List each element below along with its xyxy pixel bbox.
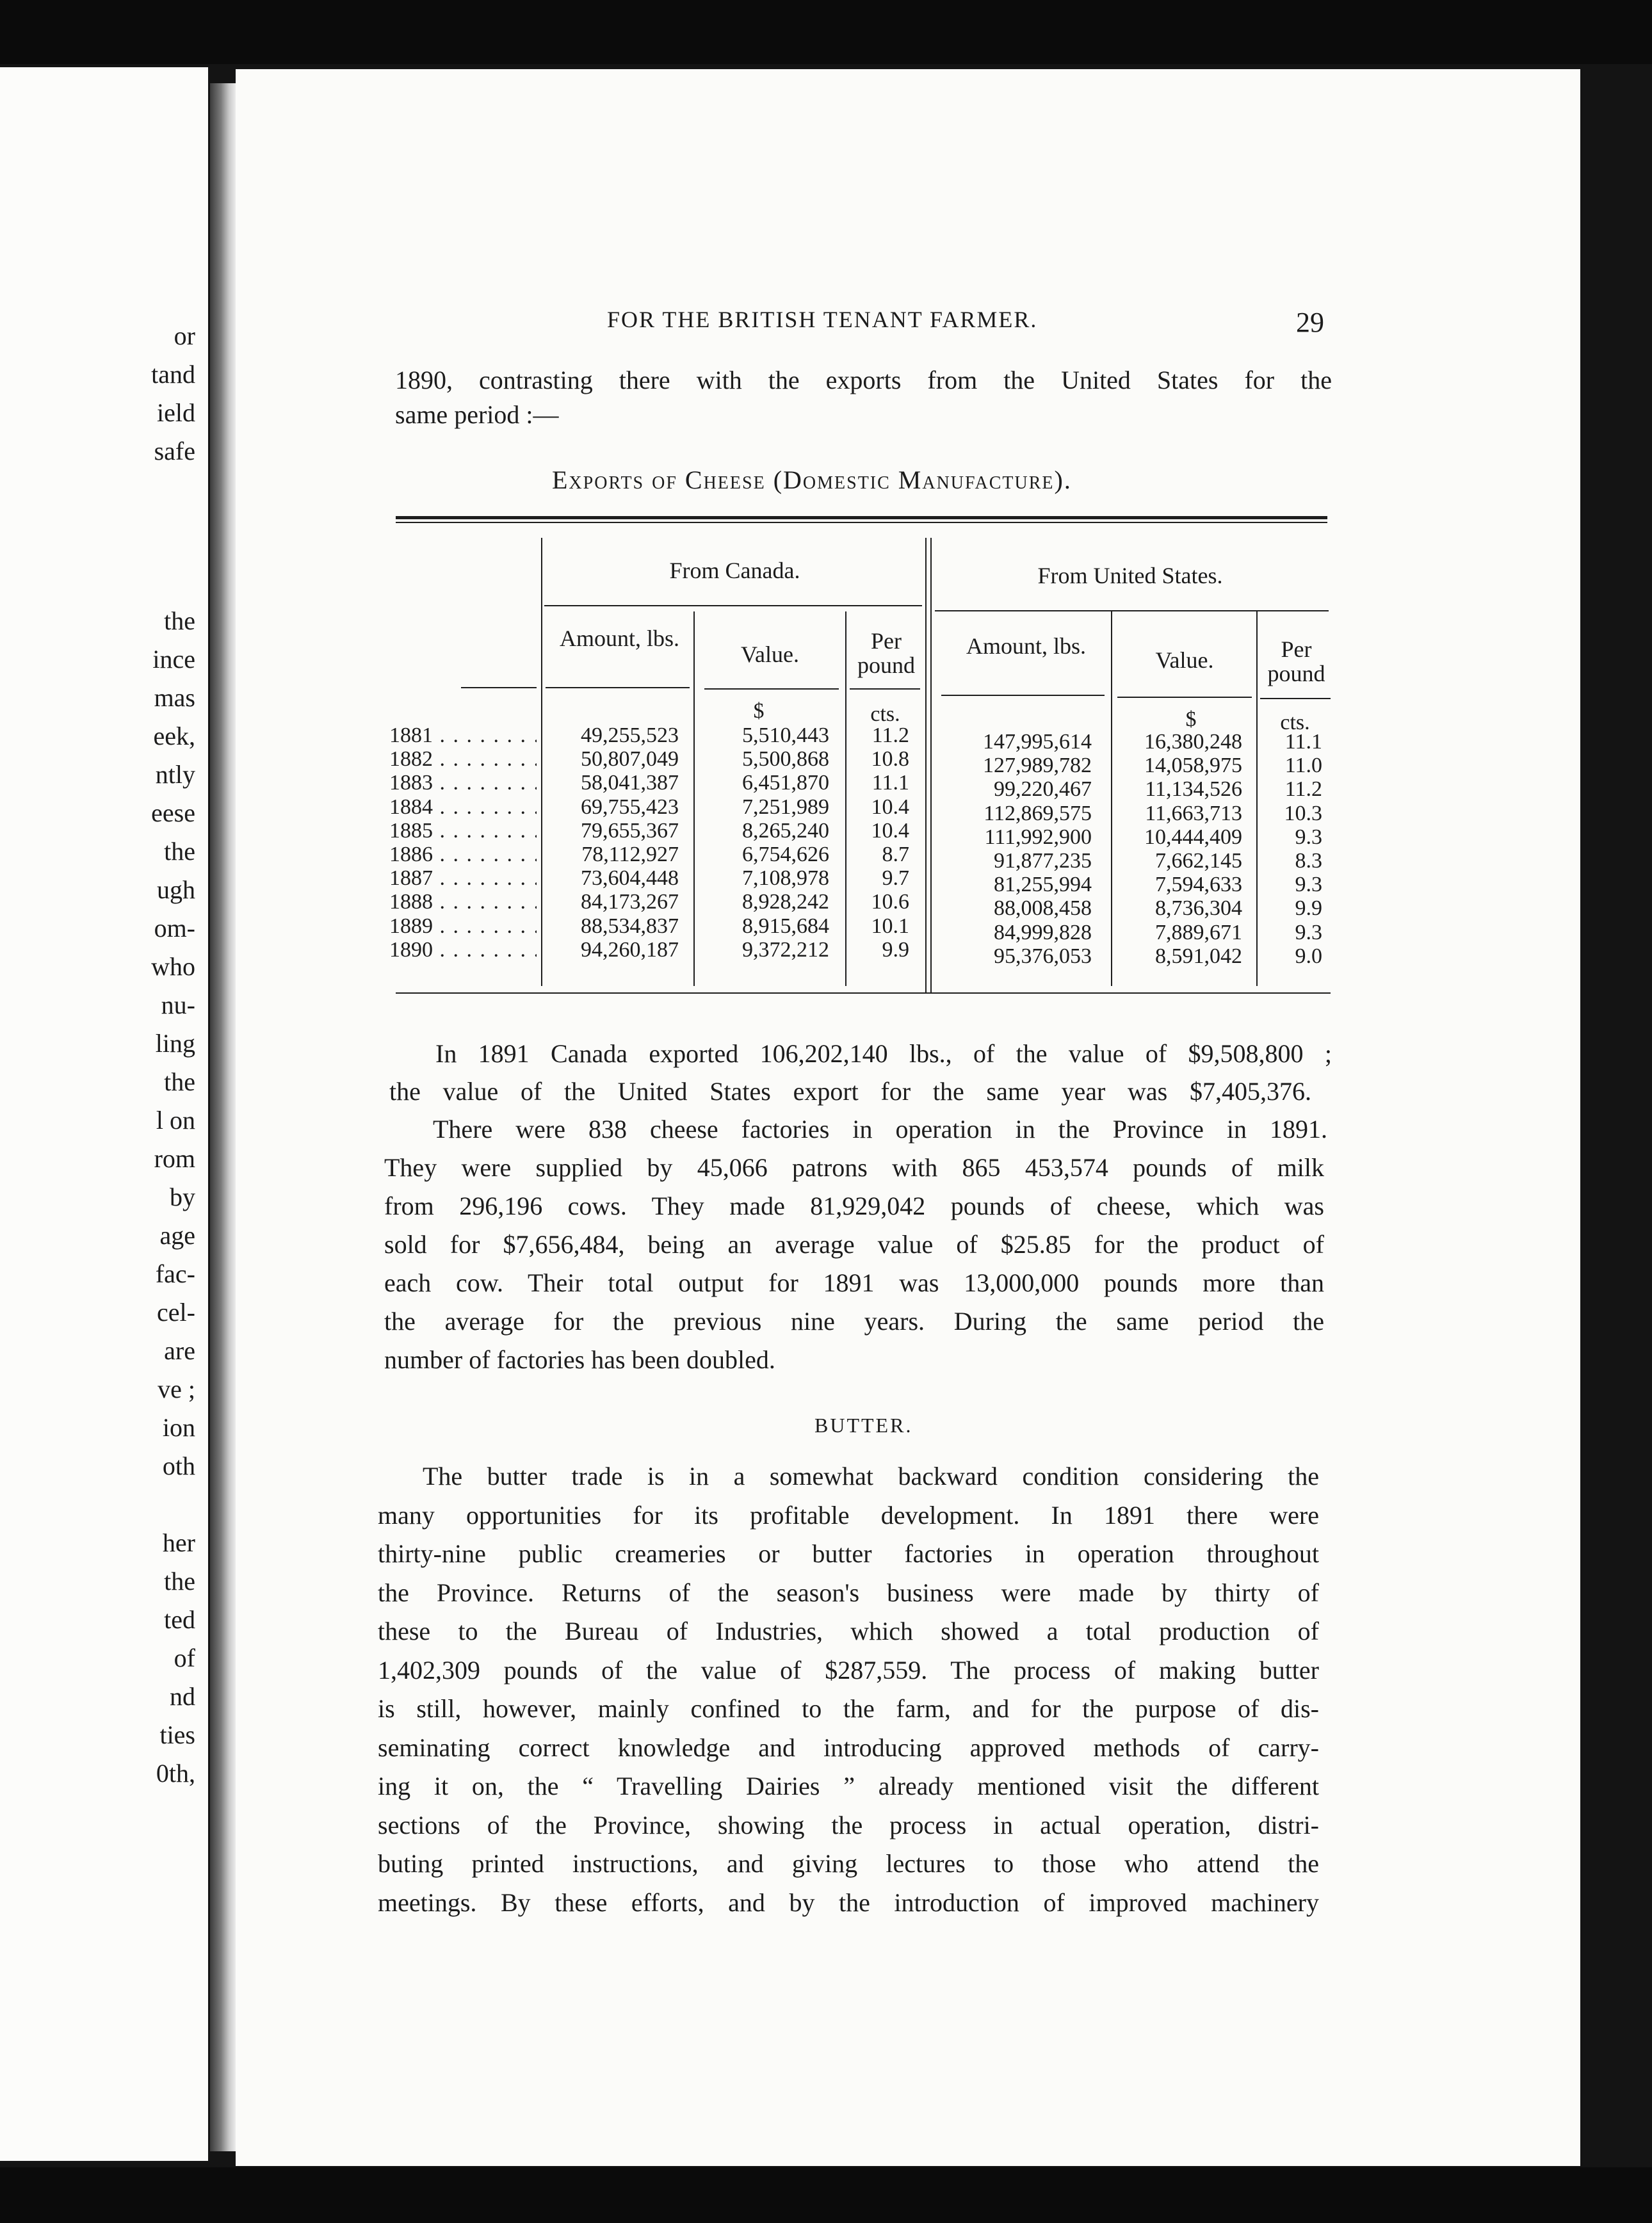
col-header-us-amount: Amount, lbs. <box>966 633 1086 659</box>
cell-ca-per: 10.4 <box>871 819 909 843</box>
cell-us-value: 10,444,409 <box>1144 825 1242 849</box>
cell-ca-amount: 69,755,423 <box>581 795 679 819</box>
cell-year: 1881 . . . <box>389 723 537 747</box>
col-rule-ca-value <box>693 611 695 986</box>
left-page-line-fragment: tand <box>151 360 195 389</box>
cell-us-per: 9.9 <box>1295 896 1322 920</box>
cell-us-amount: 95,376,053 <box>994 944 1092 968</box>
cell-us-value: 7,662,145 <box>1155 849 1242 873</box>
left-page-line-fragment: age <box>159 1221 195 1250</box>
cell-ca-amount: 73,604,448 <box>581 866 679 890</box>
left-page-line-fragment: nd <box>170 1682 195 1711</box>
left-page-line-fragment: by <box>170 1183 195 1211</box>
para1-line-2: the value of the United States export for the same year was $7,405,376. <box>389 1077 1311 1106</box>
text-line: the Province. Returns of the season's business were made by thirty of <box>378 1578 1319 1607</box>
cell-ca-amount: 49,255,523 <box>581 723 679 747</box>
intro-line-2: same period :— <box>395 400 559 429</box>
cell-us-amount: 84,999,828 <box>994 921 1092 944</box>
unit-ca-per: cts. <box>870 702 900 726</box>
cell-ca-amount: 88,534,837 <box>581 914 679 938</box>
cell-us-amount: 88,008,458 <box>994 896 1092 920</box>
group-header-canada: From Canada. <box>669 558 800 583</box>
left-page-line-fragment: ted <box>164 1605 195 1634</box>
scan-border-top <box>0 0 1652 64</box>
left-page-line-fragment: are <box>164 1336 195 1365</box>
cell-ca-value: 6,451,870 <box>742 771 829 795</box>
left-page-line-fragment: the <box>164 1067 195 1096</box>
header-underline-ca-amount <box>546 687 690 688</box>
cell-ca-per: 11.2 <box>871 723 909 747</box>
cell-ca-value: 8,928,242 <box>742 890 829 914</box>
para1-line-1: In 1891 Canada exported 106,202,140 lbs., of the value of $9,508,800 ; <box>435 1039 1332 1068</box>
cell-ca-per: 11.1 <box>871 771 909 795</box>
unit-ca-value: $ <box>753 699 765 723</box>
left-page-line-fragment: safe <box>154 437 195 465</box>
cell-us-amount: 81,255,994 <box>994 873 1092 896</box>
cell-ca-value: 5,500,868 <box>742 747 829 771</box>
cell-ca-amount: 78,112,927 <box>581 843 679 866</box>
cell-us-amount: 91,877,235 <box>994 849 1092 873</box>
left-page-line-fragment: the <box>164 1567 195 1596</box>
left-page-line-fragment: l on <box>156 1106 195 1135</box>
cell-ca-per: 9.7 <box>882 866 909 890</box>
left-page-line-fragment: ling <box>155 1029 195 1058</box>
cell-ca-amount: 50,807,049 <box>581 747 679 771</box>
header-underline-us-per <box>1260 698 1331 699</box>
cell-us-amount: 111,992,900 <box>984 825 1092 849</box>
left-page-line-fragment: rom <box>154 1144 195 1173</box>
cell-ca-value: 6,754,626 <box>742 843 829 866</box>
text-line: They were supplied by 45,066 patrons with 865 453,574 pounds of milk <box>384 1153 1324 1182</box>
cell-us-value: 7,889,671 <box>1155 921 1242 944</box>
text-line: the average for the previous nine years. During the same period the <box>384 1307 1324 1336</box>
left-page-line-fragment: ntly <box>155 760 195 789</box>
cell-ca-value: 5,510,443 <box>742 723 829 747</box>
col-header-ca-amount: Amount, lbs. <box>559 626 679 651</box>
cell-us-value: 16,380,248 <box>1144 730 1242 754</box>
header-underline-us-value <box>1117 697 1252 698</box>
left-page-line-fragment: ties <box>159 1720 195 1749</box>
cell-us-per: 11.0 <box>1284 754 1322 777</box>
cell-ca-amount: 84,173,267 <box>581 890 679 914</box>
cell-us-value: 7,594,633 <box>1155 873 1242 896</box>
cell-year: 1882 . . . <box>389 747 537 771</box>
text-line: ing it on, the “ Travelling Dairies ” already mentioned visit the different <box>378 1772 1319 1800</box>
cell-ca-value: 8,265,240 <box>742 819 829 843</box>
cell-us-amount: 99,220,467 <box>994 777 1092 801</box>
cell-ca-amount: 58,041,387 <box>581 771 679 795</box>
cell-us-value: 11,663,713 <box>1145 802 1242 825</box>
left-page-fragment <box>0 67 208 2161</box>
cell-year: 1885 . . . <box>389 819 537 843</box>
cell-us-value: 8,591,042 <box>1155 944 1242 968</box>
text-line: many opportunities for its profitable development. In 1891 there were <box>378 1500 1319 1530</box>
text-line: thirty-nine public creameries or butter factories in operation throughout <box>378 1539 1319 1568</box>
cell-us-per: 11.2 <box>1284 777 1322 801</box>
cell-ca-amount: 79,655,367 <box>581 819 679 843</box>
left-page-line-fragment: nu- <box>161 990 195 1019</box>
cell-ca-per: 10.1 <box>871 914 909 938</box>
cell-year: 1888 . . . <box>389 890 537 914</box>
left-page-line-fragment: or <box>174 321 195 350</box>
text-line: buting printed instructions, and giving lectures to those who attend the <box>378 1849 1319 1878</box>
left-page-line-fragment: ugh <box>157 875 195 904</box>
col-header-ca-value: Value. <box>741 642 799 667</box>
cell-ca-value: 8,915,684 <box>742 914 829 938</box>
cell-ca-per: 8.7 <box>882 843 909 866</box>
running-head: FOR THE BRITISH TENANT FARMER. <box>607 307 1038 332</box>
left-page-line-fragment: ion <box>162 1413 195 1442</box>
cell-year: 1889 . . . <box>389 914 537 938</box>
col-rule-stub <box>541 538 542 986</box>
text-line: There were 838 cheese factories in operation in the Province in 1891. <box>433 1115 1327 1144</box>
left-page-line-fragment: cel- <box>157 1298 195 1327</box>
text-line: is still, however, mainly confined to the farm, and for the purpose of dis- <box>378 1694 1319 1723</box>
left-page-line-fragment: ield <box>157 398 195 427</box>
header-underline-ca-per <box>850 688 920 690</box>
table-bottom-rule <box>396 992 1331 994</box>
cell-us-value: 8,736,304 <box>1155 896 1242 920</box>
left-page-line-fragment: om- <box>154 914 195 942</box>
table-title: Exports of Cheese (Domestic Manufacture). <box>552 465 1072 494</box>
cell-us-per: 9.3 <box>1295 873 1322 896</box>
text-line: these to the Bureau of Industries, which showed a total production of <box>378 1617 1319 1645</box>
text-line: number of factories has been doubled. <box>384 1345 775 1374</box>
cell-us-per: 10.3 <box>1284 802 1322 825</box>
cell-us-per: 11.1 <box>1284 730 1322 754</box>
cell-ca-per: 9.9 <box>882 938 909 962</box>
cell-year: 1887 . . . <box>389 866 537 890</box>
scan-border-bottom <box>0 2167 1652 2223</box>
group-underline-canada <box>544 605 922 606</box>
text-line: sold for $7,656,484, being an average value of $25.85 for the product of <box>384 1230 1324 1259</box>
cell-year: 1883 . . . <box>389 771 537 795</box>
left-page-line-fragment: eese <box>151 798 195 827</box>
left-page-line-fragment: of <box>174 1644 195 1672</box>
left-page-line-fragment: oth <box>162 1451 195 1480</box>
unit-us-value: $ <box>1185 707 1197 731</box>
cell-us-amount: 147,995,614 <box>983 730 1092 754</box>
col-header-us-per: Per pound <box>1267 636 1325 686</box>
cell-ca-value: 7,251,989 <box>742 795 829 819</box>
text-line: meetings. By these efforts, and by the introduction of improved machinery <box>378 1888 1319 1917</box>
left-page-line-fragment: 0th, <box>156 1759 195 1788</box>
left-page-line-fragment: her <box>162 1528 195 1557</box>
cell-us-per: 9.3 <box>1295 825 1322 849</box>
header-underline-us-amount <box>941 695 1105 696</box>
group-header-us: From United States. <box>1037 563 1223 588</box>
col-rule-ca-per <box>845 611 846 986</box>
text-line: The butter trade is in a somewhat backward condition considering the <box>423 1462 1319 1491</box>
col-header-us-value: Value. <box>1155 647 1214 673</box>
cell-ca-value: 7,108,978 <box>742 866 829 890</box>
unit-us-per: cts. <box>1280 711 1310 734</box>
text-line: 1,402,309 pounds of the value of $287,559. The process of making butter <box>378 1655 1319 1685</box>
left-page-line-fragment: eek, <box>153 722 195 750</box>
cell-year: 1884 . . . <box>389 795 537 819</box>
cell-year: 1890 . . . <box>389 938 537 962</box>
col-rule-group-divider <box>925 538 927 992</box>
table-top-rule-2 <box>396 522 1327 523</box>
left-page-line-fragment: the <box>164 837 195 866</box>
cell-us-per: 9.3 <box>1295 921 1322 944</box>
cell-ca-value: 9,372,212 <box>742 938 829 962</box>
cell-us-amount: 112,869,575 <box>984 802 1092 825</box>
text-line: each cow. Their total output for 1891 was 13,000,000 pounds more than <box>384 1268 1324 1297</box>
cell-ca-per: 10.6 <box>871 890 909 914</box>
left-page-line-fragment: fac- <box>155 1259 195 1288</box>
section-heading-butter: BUTTER. <box>814 1414 913 1437</box>
cell-us-per: 9.0 <box>1295 944 1322 968</box>
cell-year: 1886 . . . <box>389 843 537 866</box>
col-rule-us-value <box>1111 611 1112 986</box>
left-page-line-fragment: who <box>151 952 195 981</box>
cell-us-value: 11,134,526 <box>1145 777 1242 801</box>
cell-us-amount: 127,989,782 <box>983 754 1092 777</box>
book-spine-shadow <box>210 83 237 2151</box>
left-page-line-fragment: ince <box>152 645 195 674</box>
page-number: 29 <box>1296 307 1324 338</box>
left-page-line-fragment: mas <box>154 683 195 712</box>
table-top-rule <box>396 516 1327 519</box>
group-underline-us <box>935 610 1329 611</box>
cell-us-value: 14,058,975 <box>1144 754 1242 777</box>
cell-us-per: 8.3 <box>1295 849 1322 873</box>
cell-ca-per: 10.4 <box>871 795 909 819</box>
cell-ca-per: 10.8 <box>871 747 909 771</box>
text-line: sections of the Province, showing the process in actual operation, distri- <box>378 1810 1319 1839</box>
col-header-ca-per: Per pound <box>857 628 915 678</box>
left-page-line-fragment: the <box>164 606 195 635</box>
header-underline-ca-value <box>704 688 839 690</box>
text-line: from 296,196 cows. They made 81,929,042 pounds of cheese, which was <box>384 1192 1324 1220</box>
cell-ca-amount: 94,260,187 <box>581 938 679 962</box>
text-line: seminating correct knowledge and introducing approved methods of carry- <box>378 1733 1319 1762</box>
header-underline-stub <box>461 687 537 688</box>
col-rule-group-divider-2 <box>930 538 932 992</box>
col-rule-us-per <box>1256 611 1258 986</box>
left-page-line-fragment: ve ; <box>158 1375 195 1403</box>
intro-line-1: 1890, contrasting there with the exports from the United States for the <box>395 366 1332 394</box>
